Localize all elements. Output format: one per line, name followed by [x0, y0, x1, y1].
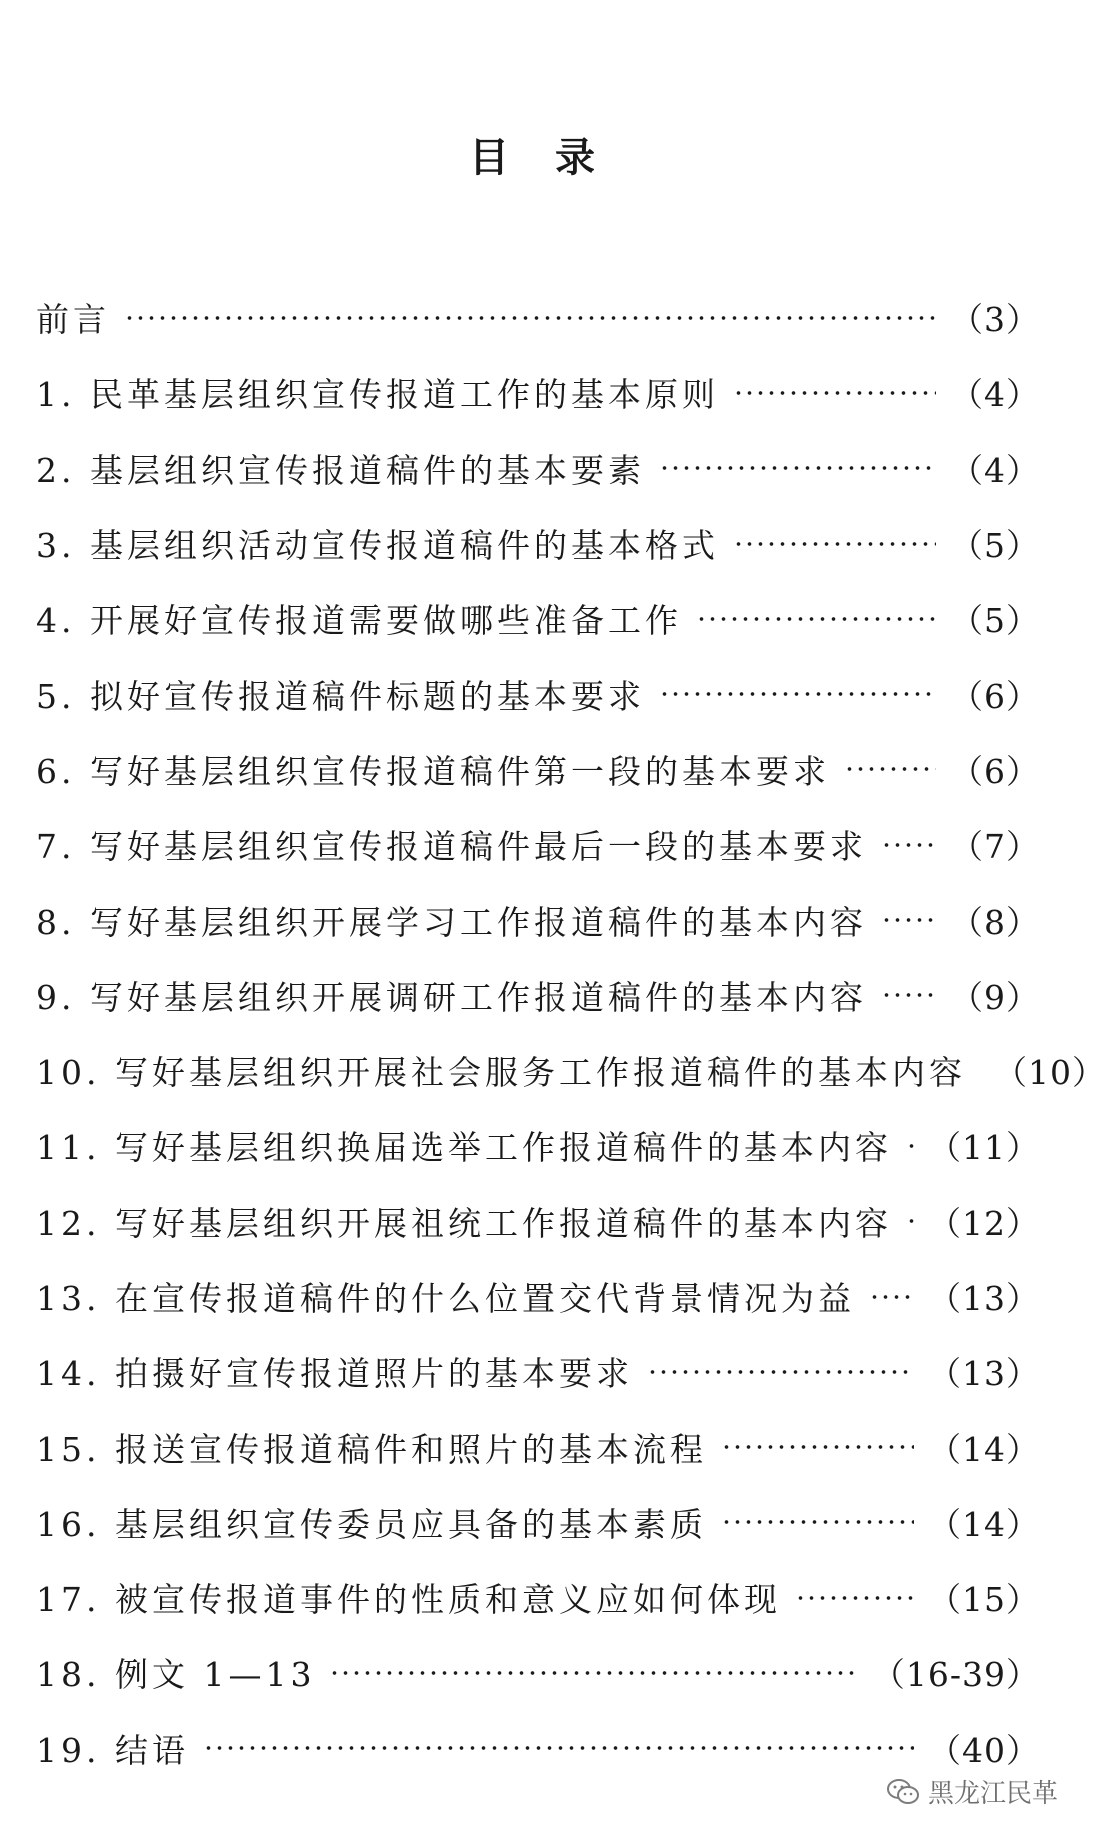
table-of-contents: [36, 280, 1106, 1786]
toc-entry-page: （13）: [928, 1354, 1040, 1394]
toc-entry: [36, 732, 1040, 807]
toc-entry-page: （14）: [928, 1504, 1040, 1544]
toc-entry: [36, 280, 1040, 355]
toc-entry-label: 2. 基层组织宣传报道稿件的基本要素: [36, 450, 645, 490]
toc-entry-page: （13）: [928, 1279, 1040, 1318]
toc-entry-label: 8. 写好基层组织开展学习工作报道稿件的基本内容: [36, 902, 867, 942]
toc-leader-dots: [696, 614, 936, 624]
toc-entry-page: （7）: [950, 827, 1040, 867]
toc-entry-page: （40）: [928, 1730, 1040, 1770]
toc-entry-label: 7. 写好基层组织宣传报道稿件最后一段的基本要求: [36, 827, 867, 867]
toc-entry: [36, 431, 1040, 506]
toc-entry-label: 17. 被宣传报道事件的性质和意义应如何体现: [36, 1580, 781, 1620]
toc-entry-label: 18. 例文 1—13: [36, 1655, 316, 1695]
toc-entry: [36, 506, 1040, 581]
watermark-text: 黑龙江民革: [927, 1779, 1058, 1809]
toc-entry-label: 12. 写好基层组织开展祖统工作报道稿件的基本内容: [36, 1203, 892, 1243]
toc-leader-dots: [881, 840, 936, 850]
toc-leader-dots: [733, 539, 936, 549]
toc-entry: [36, 1033, 1106, 1108]
toc-entry-label: 4. 开展好宣传报道需要做哪些准备工作: [36, 601, 682, 641]
toc-entry-label: 10. 写好基层组织开展社会服务工作报道稿件的基本内容: [36, 1053, 966, 1093]
toc-leader-dots: [869, 1292, 914, 1302]
toc-entry: [36, 1485, 1040, 1560]
toc-entry-label: 14. 拍摄好宣传报道照片的基本要求: [36, 1354, 633, 1394]
toc-leader-dots: [881, 915, 936, 925]
toc-leader-dots: [795, 1593, 914, 1603]
toc-entry-label: 16. 基层组织宣传委员应具备的基本素质: [36, 1504, 707, 1544]
toc-leader-dots: [124, 313, 936, 323]
toc-entry: [36, 1560, 1040, 1635]
toc-entry-label: 19. 结语: [36, 1730, 189, 1770]
toc-entry: [36, 1409, 1040, 1484]
toc-entry-page: （4）: [950, 450, 1040, 490]
toc-leader-dots: [906, 1216, 914, 1226]
toc-entry: [36, 882, 1040, 957]
toc-entry-label: 3. 基层组织活动宣传报道稿件的基本格式: [36, 526, 719, 566]
toc-entry: [36, 355, 1040, 430]
toc-leader-dots: [733, 388, 936, 398]
watermark: [886, 1773, 1058, 1810]
toc-entry-label: 1. 民革基层组织宣传报道工作的基本原则: [36, 375, 719, 415]
toc-entry-page: （8）: [950, 902, 1040, 942]
toc-entry-label: 5. 拟好宣传报道稿件标题的基本要求: [36, 676, 645, 716]
toc-entry-page: （6）: [950, 676, 1040, 716]
toc-entry: [36, 1334, 1040, 1409]
toc-leader-dots: [844, 764, 936, 774]
toc-entry-label: 15. 报送宣传报道稿件和照片的基本流程: [36, 1429, 707, 1469]
toc-entry-label: 13. 在宣传报道稿件的什么位置交代背景情况为益: [36, 1279, 855, 1318]
toc-entry-page: （3）: [950, 300, 1040, 340]
toc-leader-dots: [329, 1668, 857, 1678]
toc-leader-dots: [659, 463, 936, 473]
page-title: 目 录: [469, 134, 611, 181]
toc-entry-page: （9）: [950, 977, 1040, 1017]
toc-entry-page: （5）: [950, 526, 1040, 566]
toc-entry-label: 9. 写好基层组织开展调研工作报道稿件的基本内容: [36, 977, 867, 1017]
toc-entry-page: （14）: [928, 1429, 1040, 1469]
toc-leader-dots: [721, 1442, 914, 1452]
toc-entry-label: 前言: [36, 300, 110, 340]
toc-entry-page: （5）: [950, 601, 1040, 641]
toc-entry: [36, 1259, 1040, 1334]
toc-leader-dots: [647, 1367, 914, 1377]
toc-leader-dots: [906, 1141, 914, 1151]
toc-entry: [36, 807, 1040, 882]
toc-entry-page: （15）: [928, 1580, 1040, 1620]
toc-entry: [36, 656, 1040, 731]
toc-entry-page: （10）: [993, 1053, 1106, 1093]
toc-entry-page: （4）: [950, 375, 1040, 415]
toc-entry-label: 6. 写好基层组织宣传报道稿件第一段的基本要求: [36, 751, 830, 791]
toc-leader-dots: [721, 1517, 914, 1527]
toc-leader-dots: [881, 990, 936, 1000]
toc-entry: [36, 958, 1040, 1033]
wechat-icon: [886, 1778, 920, 1806]
toc-entry: [36, 1635, 1040, 1710]
toc-entry-page: （16-39）: [871, 1655, 1040, 1695]
toc-entry-page: （11）: [928, 1128, 1040, 1168]
toc-entry-page: （12）: [928, 1203, 1040, 1243]
toc-entry-page: （6）: [950, 751, 1040, 791]
toc-entry: [36, 1184, 1040, 1259]
toc-entry: [36, 581, 1040, 656]
toc-entry-label: 11. 写好基层组织换届选举工作报道稿件的基本内容: [36, 1128, 892, 1168]
toc-leader-dots: [203, 1743, 914, 1753]
toc-entry: [36, 1108, 1040, 1183]
toc-leader-dots: [659, 689, 936, 699]
